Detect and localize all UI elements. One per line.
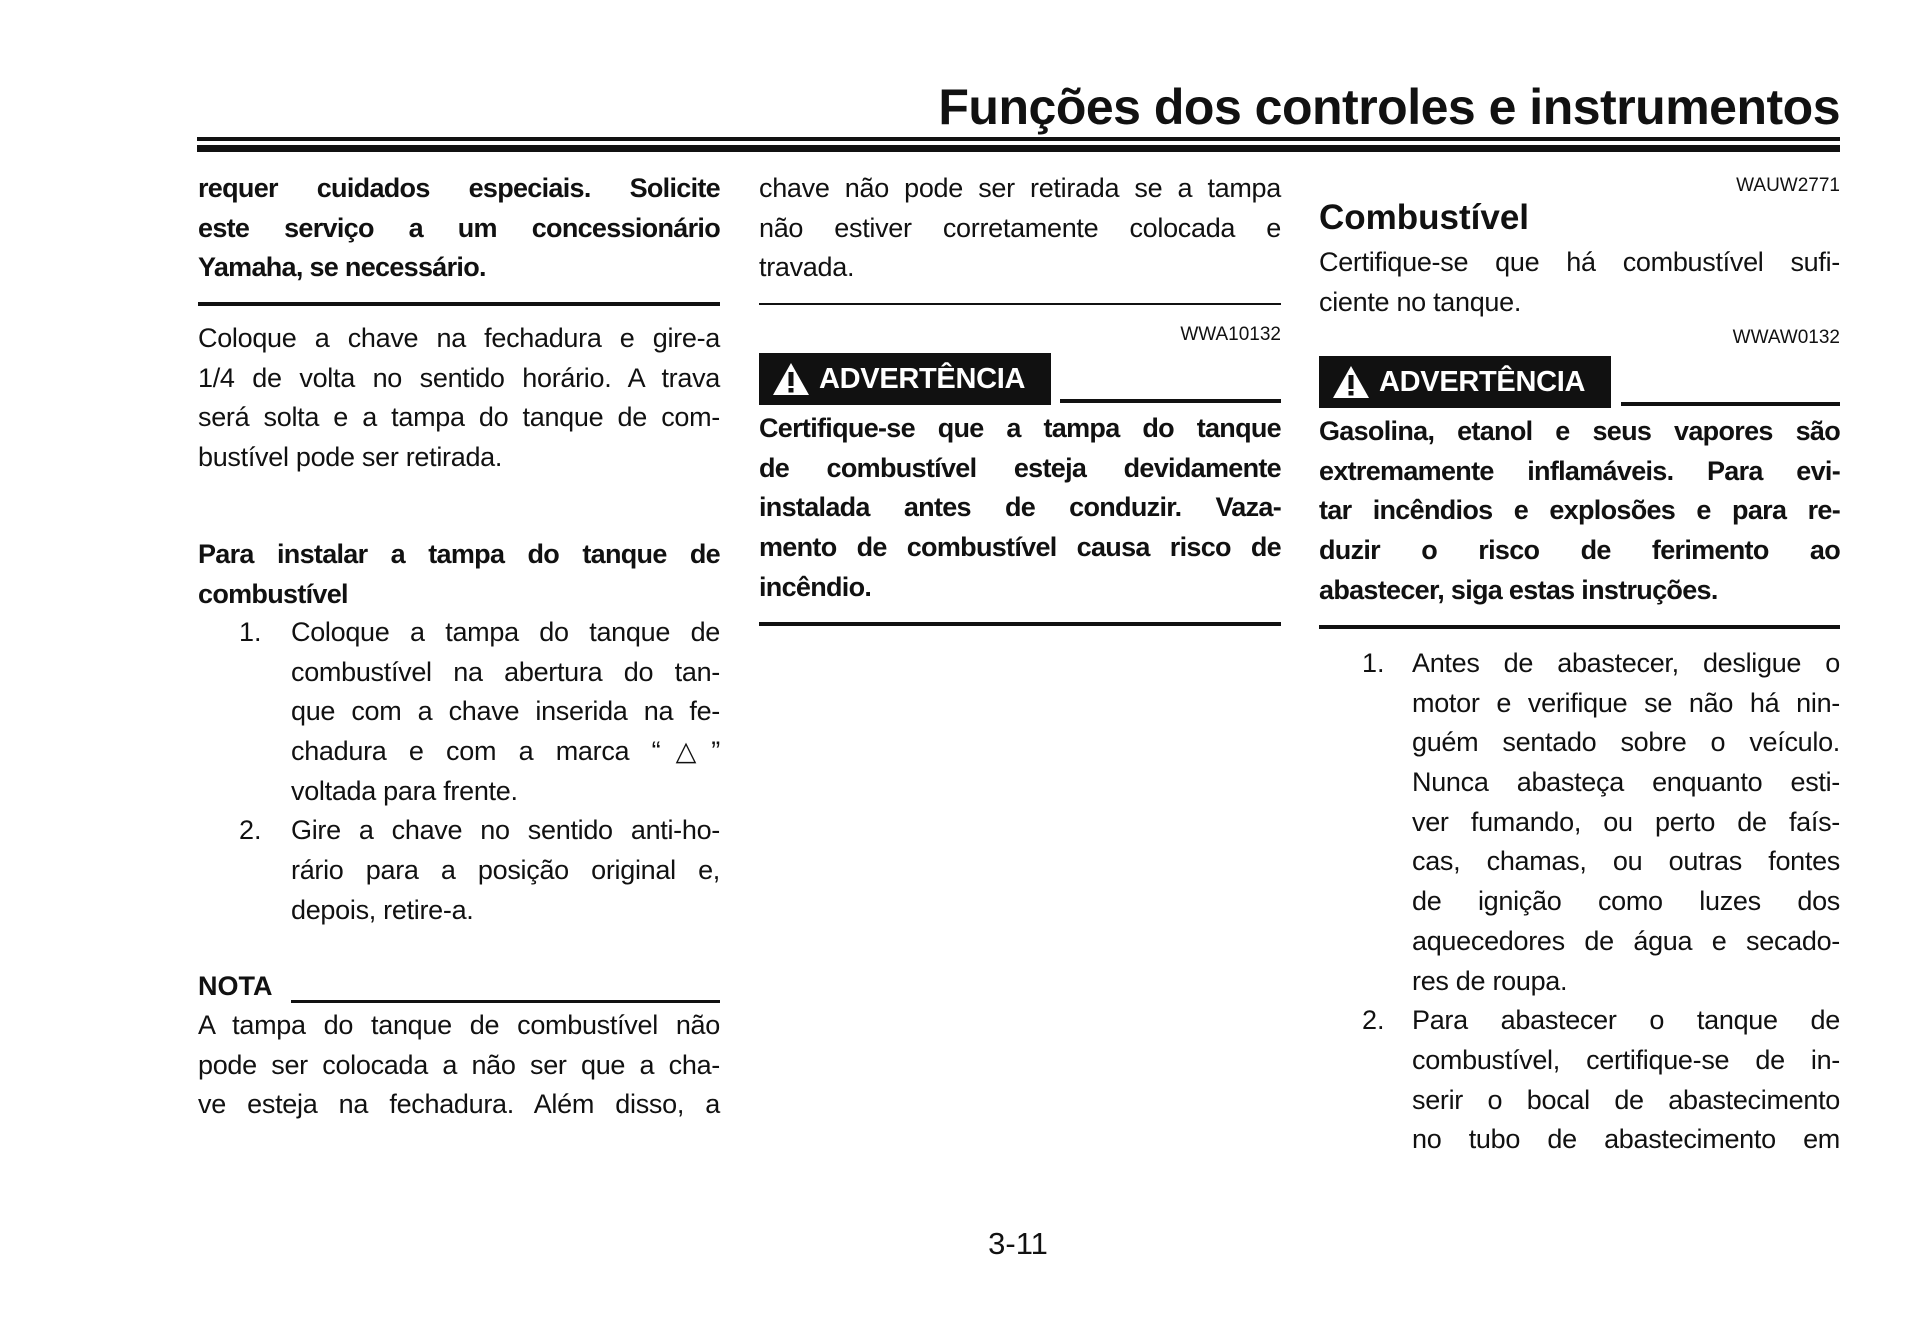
- text-line: 1/4 de volta no sentido horário. A trava: [198, 362, 720, 393]
- text-line: travada.: [759, 252, 855, 283]
- page-title: Funções dos controles e instrumentos: [938, 79, 1840, 135]
- text-line: depois, retire-a.: [291, 894, 474, 925]
- text-line: aquecedores de água e secado-: [1412, 925, 1840, 956]
- text-line: abastecer, siga estas instruções.: [1319, 574, 1718, 605]
- text-line: Certifique-se que a tampa do tanque: [759, 413, 1281, 443]
- text-line: combustível na abertura do tan-: [291, 656, 720, 687]
- text-line: Certifique-se que há combustível sufi-: [1319, 247, 1840, 277]
- text-line: A tampa do tanque de combustível não: [198, 1010, 720, 1040]
- warning-text: [759, 409, 1281, 607]
- text-line: bustível pode ser retirada.: [198, 442, 503, 473]
- header-rule-thick: [197, 145, 1840, 152]
- list-item: [239, 613, 720, 811]
- intro-bold-paragraph: [198, 169, 720, 288]
- text-line: incêndio.: [759, 571, 872, 602]
- section-heading-fuel: Combustível: [1319, 198, 1530, 237]
- text-line: requer cuidados especiais. Solicite: [198, 173, 720, 203]
- install-steps-list: [239, 613, 720, 931]
- text-line: ciente no tanque.: [1319, 286, 1522, 317]
- text-line: res de roupa.: [1412, 965, 1568, 996]
- install-cap-heading: [198, 535, 720, 614]
- text-line: de ignição como luzes dos: [1412, 886, 1840, 917]
- text-line: Yamaha, se necessário.: [198, 252, 486, 283]
- list-item-text: [1412, 644, 1840, 1001]
- warning-end-rule: [1319, 625, 1840, 629]
- text-line: Para abastecer o tanque de: [1412, 1005, 1840, 1036]
- warning-label: ADVERTÊNCIA: [1379, 365, 1586, 398]
- list-item-number: 2.: [239, 815, 262, 846]
- reference-code: WWA10132: [1180, 324, 1281, 345]
- warning-badge: [1319, 356, 1611, 408]
- list-item: [1362, 1001, 1840, 1160]
- list-item-text: [1412, 1001, 1840, 1160]
- text-line: Gire a chave no sentido anti-ho-: [291, 815, 720, 846]
- reference-code: WAUW2771: [1736, 175, 1840, 196]
- text-line: instalada antes de conduzir. Vaza-: [759, 492, 1281, 523]
- list-item: [1362, 644, 1840, 1001]
- reference-code: WWAW0132: [1732, 327, 1840, 348]
- text-line: extremamente inflamáveis. Para evi-: [1319, 455, 1840, 486]
- text-line: mento de combustível causa risco de: [759, 532, 1281, 563]
- warning-rule: [1621, 402, 1840, 406]
- warning-text: [1319, 412, 1840, 610]
- fueling-steps-list: [1362, 644, 1840, 1160]
- nota-paragraph: [198, 1006, 720, 1125]
- text-line: será solta e a tampa do tanque de com-: [198, 402, 720, 433]
- text-line: tar incêndios e explosões e para re-: [1319, 495, 1840, 526]
- text-line: ve esteja na fechadura. Além disso, a: [198, 1089, 720, 1120]
- text-line: Nunca abasteça enquanto esti-: [1412, 767, 1840, 798]
- text-line: Coloque a chave na fechadura e gire-a: [198, 323, 720, 353]
- text-line: pode ser colocada a não ser que a cha-: [198, 1049, 720, 1080]
- warning-badge: [759, 353, 1051, 405]
- text-line: combustível: [198, 578, 348, 609]
- text-line: cas, chamas, ou outras fontes: [1412, 846, 1840, 877]
- list-item-number: 2.: [1362, 1005, 1385, 1036]
- list-item-number: 1.: [239, 617, 262, 647]
- text-line: de combustível esteja devidamente: [759, 452, 1281, 483]
- warning-triangle-icon: [1331, 364, 1371, 400]
- text-line: Para instalar a tampa do tanque de: [198, 539, 720, 569]
- text-line: ver fumando, ou perto de faís-: [1412, 806, 1840, 837]
- continued-paragraph: [759, 169, 1281, 288]
- text-line: não estiver corretamente colocada e: [759, 212, 1281, 243]
- warning-label: ADVERTÊNCIA: [819, 362, 1026, 395]
- list-item-text: [291, 613, 720, 811]
- warning-rule: [1060, 399, 1281, 403]
- text-line: chave não pode ser retirada se a tampa: [759, 173, 1281, 203]
- text-line: motor e verifique se não há nin-: [1412, 687, 1840, 718]
- text-line: Gasolina, etanol e seus vapores são: [1319, 416, 1840, 446]
- nota-rule: [291, 1000, 720, 1003]
- text-line: Antes de abastecer, desligue o: [1412, 648, 1840, 678]
- text-line: combustível, certifique-se de in-: [1412, 1044, 1840, 1075]
- remove-cap-paragraph: [198, 319, 720, 478]
- text-line: rário para a posição original e,: [291, 855, 720, 886]
- text-line: que com a chave inserida na fe-: [291, 696, 720, 727]
- list-item-text: [291, 811, 720, 930]
- warning-end-rule: [759, 622, 1281, 626]
- text-line: voltada para frente.: [291, 775, 518, 806]
- header-rule-thin: [197, 137, 1840, 141]
- list-item-number: 1.: [1362, 648, 1385, 678]
- section-divider: [198, 302, 720, 306]
- list-item: [239, 811, 720, 930]
- text-line: guém sentado sobre o veículo.: [1412, 727, 1840, 758]
- text-line: duzir o risco de ferimento ao: [1319, 535, 1840, 566]
- text-line: chadura e com a marca “△”: [291, 736, 720, 767]
- section-divider: [759, 303, 1281, 305]
- text-line: no tubo de abastecimento em: [1412, 1124, 1840, 1155]
- text-line: este serviço a um concessionário: [198, 212, 720, 243]
- text-line: serir o bocal de abastecimento: [1412, 1084, 1840, 1115]
- page-number: 3-11: [988, 1226, 1048, 1261]
- fuel-paragraph: [1319, 243, 1840, 322]
- warning-triangle-icon: [771, 361, 811, 397]
- nota-label: NOTA: [198, 971, 273, 1001]
- text-line: Coloque a tampa do tanque de: [291, 617, 720, 647]
